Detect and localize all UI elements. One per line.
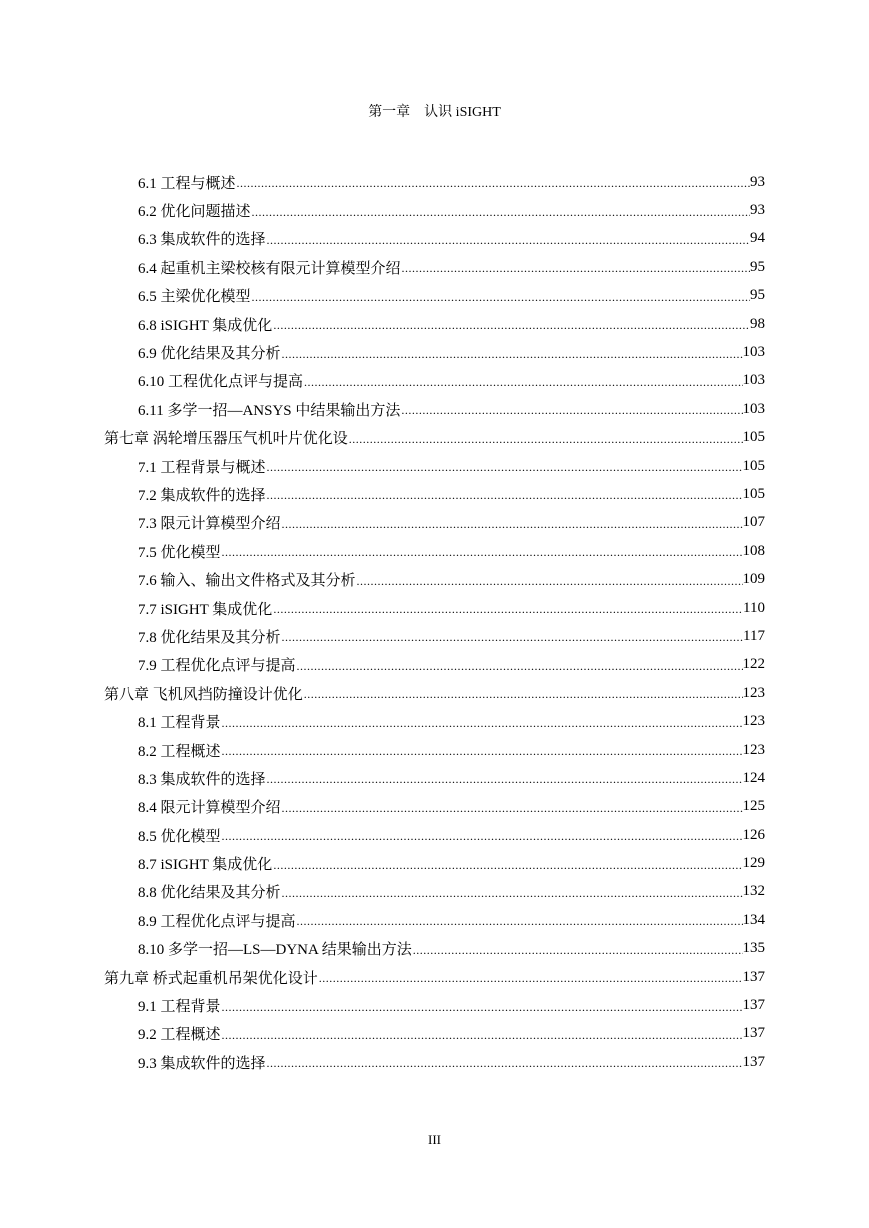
toc-entry-page-number: 122 <box>742 656 765 673</box>
toc-entry-title: 7.5 优化模型 <box>138 544 221 561</box>
toc-dot-leader <box>221 829 743 844</box>
toc-entry-title: 6.9 优化结果及其分析 <box>138 346 281 363</box>
toc-section-entry[interactable] <box>104 565 765 593</box>
toc-dot-leader <box>266 1056 743 1071</box>
toc-chapter-entry[interactable] <box>104 679 765 707</box>
toc-entry-title: 6.11 多学一招—ANSYS 中结果输出方法 <box>138 402 401 419</box>
toc-section-entry[interactable] <box>104 452 765 480</box>
table-of-contents <box>104 168 765 1077</box>
toc-section-entry[interactable] <box>104 282 765 310</box>
toc-entry-title: 7.3 限元计算模型介绍 <box>138 516 281 533</box>
toc-dot-leader <box>221 545 743 560</box>
toc-entry-page-number: 93 <box>750 202 765 219</box>
toc-section-entry[interactable] <box>104 253 765 281</box>
toc-dot-leader <box>318 971 743 986</box>
toc-dot-leader <box>348 432 743 447</box>
toc-entry-title: 8.8 优化结果及其分析 <box>138 885 281 902</box>
toc-entry-page-number: 123 <box>742 684 765 701</box>
toc-entry-page-number: 103 <box>742 344 765 361</box>
toc-entry-title: 6.1 工程与概述 <box>138 175 236 192</box>
toc-entry-page-number: 105 <box>742 457 765 474</box>
toc-dot-leader <box>266 233 750 248</box>
toc-entry-title: 6.10 工程优化点评与提高 <box>138 374 304 391</box>
toc-section-entry[interactable] <box>104 168 765 196</box>
toc-section-entry[interactable] <box>104 878 765 906</box>
toc-section-entry[interactable] <box>104 736 765 764</box>
toc-section-entry[interactable] <box>104 651 765 679</box>
toc-entry-title: 6.2 优化问题描述 <box>138 204 251 221</box>
toc-entry-page-number: 126 <box>742 826 765 843</box>
toc-entry-page-number: 137 <box>742 968 765 985</box>
toc-entry-page-number: 108 <box>742 542 765 559</box>
toc-entry-page-number: 105 <box>742 485 765 502</box>
toc-section-entry[interactable] <box>104 793 765 821</box>
toc-section-entry[interactable] <box>104 622 765 650</box>
toc-entry-title: 7.7 iSIGHT 集成优化 <box>138 601 273 618</box>
toc-chapter-entry[interactable] <box>104 424 765 452</box>
toc-section-entry[interactable] <box>104 821 765 849</box>
toc-entry-title: 第九章 桥式起重机吊架优化设计 <box>104 970 318 987</box>
toc-entry-page-number: 117 <box>743 627 765 644</box>
toc-dot-leader <box>296 914 743 929</box>
toc-entry-title: 7.9 工程优化点评与提高 <box>138 658 296 675</box>
toc-entry-title: 7.2 集成软件的选择 <box>138 487 266 504</box>
toc-entry-title: 6.8 iSIGHT 集成优化 <box>138 317 273 334</box>
toc-dot-leader <box>303 375 742 390</box>
toc-entry-page-number: 137 <box>742 1025 765 1042</box>
toc-section-entry[interactable] <box>104 480 765 508</box>
toc-entry-title: 8.10 多学一招—LS—DYNA 结果输出方法 <box>138 942 412 959</box>
toc-entry-page-number: 103 <box>742 400 765 417</box>
toc-entry-title: 7.1 工程背景与概述 <box>138 459 266 476</box>
toc-dot-leader <box>401 261 750 276</box>
toc-entry-page-number: 95 <box>750 258 765 275</box>
toc-entry-title: 8.7 iSIGHT 集成优化 <box>138 857 273 874</box>
toc-section-entry[interactable] <box>104 509 765 537</box>
toc-dot-leader <box>251 205 750 220</box>
toc-dot-leader <box>221 716 743 731</box>
toc-dot-leader <box>272 318 750 333</box>
toc-section-entry[interactable] <box>104 225 765 253</box>
toc-section-entry[interactable] <box>104 537 765 565</box>
toc-entry-page-number: 123 <box>742 741 765 758</box>
toc-section-entry[interactable] <box>104 338 765 366</box>
toc-dot-leader <box>266 460 743 475</box>
toc-section-entry[interactable] <box>104 935 765 963</box>
toc-section-entry[interactable] <box>104 310 765 338</box>
toc-entry-page-number: 137 <box>742 1053 765 1070</box>
toc-entry-title: 6.5 主梁优化模型 <box>138 289 251 306</box>
toc-dot-leader <box>266 772 743 787</box>
page-number: III <box>428 1132 441 1147</box>
toc-entry-title: 第七章 涡轮增压器压气机叶片优化设 <box>104 431 348 448</box>
toc-entry-title: 7.6 输入、输出文件格式及其分析 <box>138 573 356 590</box>
toc-section-entry[interactable] <box>104 764 765 792</box>
toc-entry-title: 6.3 集成软件的选择 <box>138 232 266 249</box>
toc-entry-title: 第八章 飞机风挡防撞设计优化 <box>104 686 303 703</box>
toc-entry-title: 6.4 起重机主梁校核有限元计算模型介绍 <box>138 260 401 277</box>
toc-dot-leader <box>221 1028 743 1043</box>
running-header: 第一章 认识 iSIGHT <box>368 105 501 120</box>
toc-section-entry[interactable] <box>104 991 765 1019</box>
toc-entry-page-number: 95 <box>750 287 765 304</box>
toc-section-entry[interactable] <box>104 395 765 423</box>
toc-entry-title: 7.8 优化结果及其分析 <box>138 629 281 646</box>
toc-section-entry[interactable] <box>104 707 765 735</box>
toc-entry-page-number: 123 <box>742 713 765 730</box>
toc-section-entry[interactable] <box>104 367 765 395</box>
toc-dot-leader <box>272 858 742 873</box>
toc-entry-title: 9.2 工程概述 <box>138 1027 221 1044</box>
toc-entry-page-number: 125 <box>742 798 765 815</box>
toc-entry-page-number: 129 <box>742 855 765 872</box>
toc-chapter-entry[interactable] <box>104 963 765 991</box>
toc-entry-title: 8.1 工程背景 <box>138 715 221 732</box>
toc-dot-leader <box>236 176 750 191</box>
toc-entry-page-number: 98 <box>750 315 765 332</box>
toc-entry-page-number: 109 <box>742 571 765 588</box>
toc-entry-page-number: 135 <box>742 940 765 957</box>
toc-entry-page-number: 132 <box>742 883 765 900</box>
toc-dot-leader <box>281 630 744 645</box>
toc-dot-leader <box>281 347 743 362</box>
toc-entry-page-number: 105 <box>742 429 765 446</box>
toc-dot-leader <box>272 602 743 617</box>
toc-dot-leader <box>266 488 743 503</box>
toc-section-entry[interactable] <box>104 594 765 622</box>
toc-dot-leader <box>221 744 743 759</box>
toc-entry-title: 9.3 集成软件的选择 <box>138 1055 266 1072</box>
toc-entry-page-number: 124 <box>742 769 765 786</box>
toc-dot-leader <box>356 574 743 589</box>
toc-entry-title: 8.9 工程优化点评与提高 <box>138 913 296 930</box>
toc-entry-title: 9.1 工程背景 <box>138 999 221 1016</box>
toc-dot-leader <box>221 1000 743 1015</box>
toc-dot-leader <box>303 687 743 702</box>
toc-dot-leader <box>251 290 750 305</box>
toc-entry-page-number: 93 <box>750 173 765 190</box>
toc-section-entry[interactable] <box>104 1020 765 1048</box>
toc-dot-leader <box>281 801 743 816</box>
toc-dot-leader <box>296 659 743 674</box>
toc-section-entry[interactable] <box>104 906 765 934</box>
toc-dot-leader <box>412 943 743 958</box>
toc-dot-leader <box>400 403 742 418</box>
toc-entry-page-number: 107 <box>742 514 765 531</box>
toc-entry-page-number: 103 <box>742 372 765 389</box>
toc-entry-title: 8.4 限元计算模型介绍 <box>138 800 281 817</box>
toc-entry-page-number: 94 <box>750 230 765 247</box>
toc-section-entry[interactable] <box>104 1048 765 1076</box>
toc-entry-title: 8.3 集成软件的选择 <box>138 771 266 788</box>
toc-dot-leader <box>281 517 743 532</box>
toc-dot-leader <box>281 886 743 901</box>
toc-entry-page-number: 110 <box>743 599 765 616</box>
toc-section-entry[interactable] <box>104 196 765 224</box>
toc-entry-page-number: 137 <box>742 997 765 1014</box>
toc-entry-title: 8.2 工程概述 <box>138 743 221 760</box>
toc-section-entry[interactable] <box>104 849 765 877</box>
toc-entry-title: 8.5 优化模型 <box>138 828 221 845</box>
toc-entry-page-number: 134 <box>742 911 765 928</box>
